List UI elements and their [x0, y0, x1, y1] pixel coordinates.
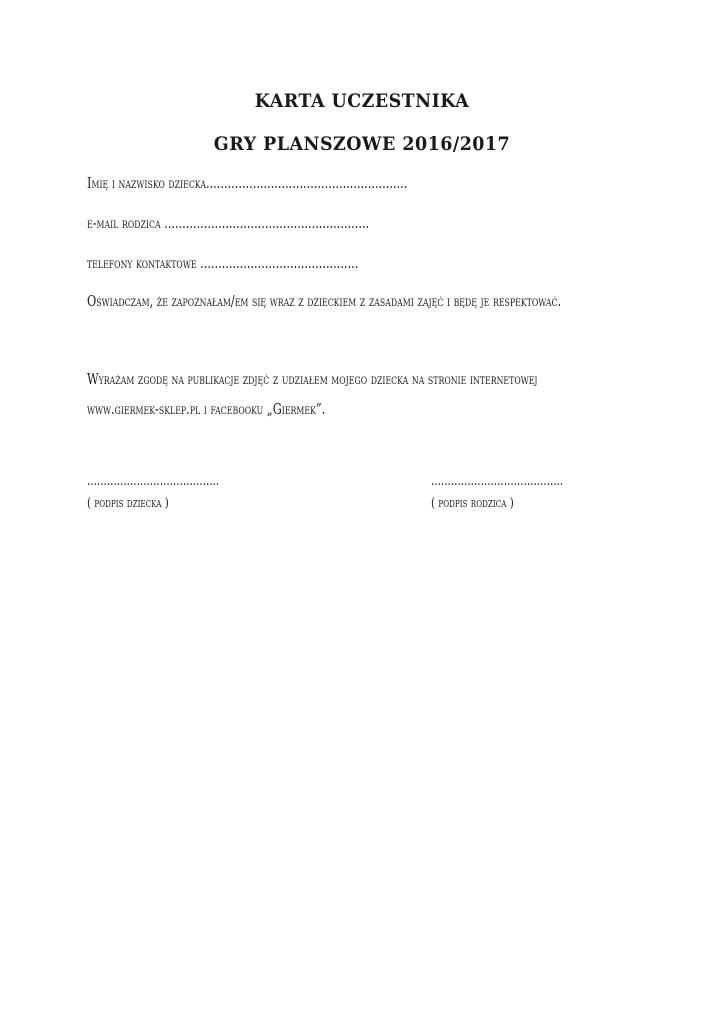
page-title: KARTA UCZESTNIKA — [254, 90, 470, 112]
parent-signature-line: ........................................ — [431, 474, 564, 489]
rules-declaration: Oświadczam, że zapoznałam/em się wraz z dzieckiem z zasadami zajęć i będę je respektować. — [87, 294, 562, 310]
child-signature-line: ........................................ — [87, 474, 220, 489]
child-signature-label: ( podpis dziecka ) — [87, 496, 169, 511]
parent-email-field: e-mail rodzica ......................................................... — [87, 216, 370, 232]
photo-consent-line-2: www.giermek-sklep.pl i facebooku „Giermek”. — [87, 402, 326, 418]
photo-consent-line-1: Wyrażam zgodę na publikacje zdjęć z udziałem mojego dziecka na stronie internetowej — [87, 372, 538, 388]
contact-phones-field: telefony kontaktowe ............................................ — [87, 256, 359, 272]
page-subtitle: GRY PLANSZOWE 2016/2017 — [213, 133, 511, 155]
child-name-field: Imię i nazwisko dziecka........................................................ — [87, 176, 408, 192]
parent-signature-label: ( podpis rodzica ) — [431, 496, 514, 511]
